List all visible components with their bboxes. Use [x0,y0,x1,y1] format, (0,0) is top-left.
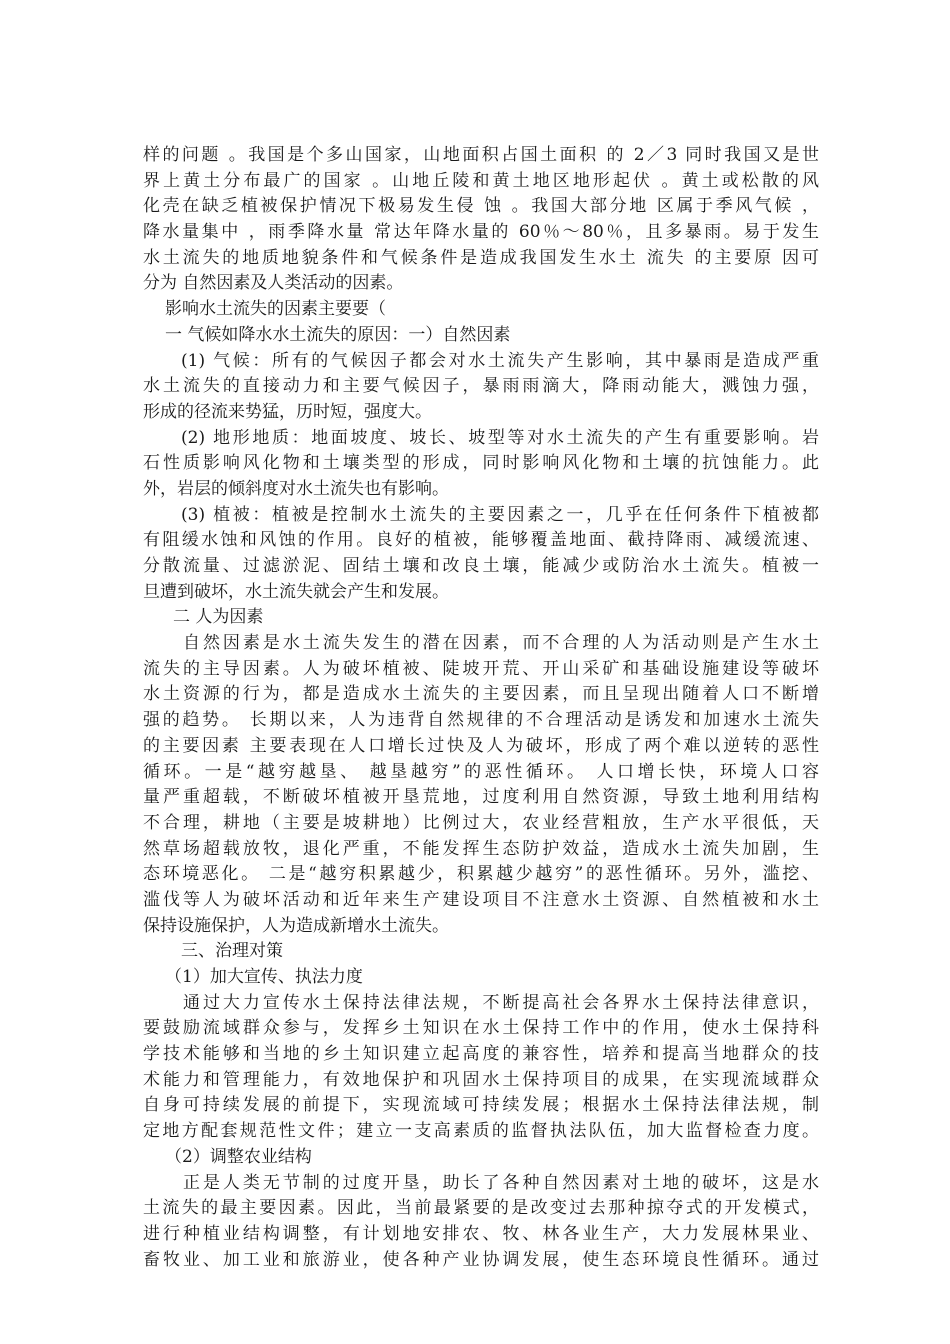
text-line: 水土流失的地质地貌条件和气候条件是造成我国发生水土 流失 的主要原 因可 [143,247,819,268]
text-line: 样的问题 。我国是个多山国家，山地面积占国土面积 的 2／3 同时我国又是世 [143,145,819,165]
text-line: 有阻缓水蚀和风蚀的作用。良好的植被，能够覆盖地面、截持降雨、减缓流速、 [143,530,819,551]
text-line: 进行种植业结构调整，有计划地安排农、牧、林各业生产，大力发展林果业、 [143,1223,819,1244]
text-line: 三、治理对策 [181,941,283,962]
text-line: （1）加大宣传、执法力度 [165,967,363,987]
text-line: 化壳在缺乏植被保护情况下极易发生侵 蚀 。我国大部分地 区属于季风气候 ， [143,196,819,217]
text-line: 二 人为因素 [173,607,264,628]
text-line: 土流失的最主要因素。因此，当前最紧要的是改变过去那种掠夺式的开发模式， [143,1198,819,1219]
text-line: （2）调整农业结构 [165,1146,312,1167]
text-line: (2) 地形地质：地面坡度、坡长、坡型等对水土流失的产生有重要影响。岩 [181,427,819,448]
text-line: 流失的主导因素。人为破坏植被、陡坡开荒、开山采矿和基础设施建设等破坏 [143,658,819,679]
text-line: 分散流量、过滤淤泥、固结土壤和改良土壤，能减少或防治水土流失。植被一 [143,556,819,576]
text-line: 要鼓励流域群众参与，发挥乡土知识在水土保持工作中的作用，使水土保持科 [143,1018,819,1039]
text-line: 分为 自然因素及人类活动的因素。 [143,273,404,294]
text-line: 量严重超载，不断破坏植被开垦荒地，过度利用自然资源，导致土地利用结构 [143,787,819,808]
text-line: 循环。一是“越穷越垦、 越垦越穷”的恶性循环。 人口增长快，环境人口容 [143,761,819,782]
text-line: 保持设施保护，人为造成新增水土流失。 [143,915,449,936]
text-line: 降水量集中 ，雨季降水量 常达年降水量的 60％～80％，且多暴雨。易于发生 [143,222,819,243]
text-line: 石性质影响风化物和土壤类型的形成，同时影响风化物和土壤的抗蚀能力。此 [143,453,819,474]
text-line: 影响水土流失的因素主要要（ [165,299,386,320]
text-line: 水土流失的直接动力和主要气候因子，暴雨雨滴大，降雨动能大，溅蚀力强， [143,376,819,397]
text-line: 外，岩层的倾斜度对水土流失也有影响。 [143,478,449,499]
text-line: 自然因素是水土流失发生的潜在因素，而不合理的人为活动则是产生水土 [183,633,819,654]
text-line: 通过大力宣传水土保持法律法规，不断提高社会各界水土保持法律意识， [183,992,819,1013]
text-line: (1) 气候：所有的气候因子都会对水土流失产生影响，其中暴雨是造成严重 [181,350,819,371]
text-line: 水土资源的行为，都是造成水土流失的主要因素，而且呈现出随着人口不断增 [143,684,819,705]
text-line: 畜牧业、加工业和旅游业，使各种产业协调发展，使生态环境良性循环。通过 [143,1249,819,1270]
text-line: 形成的径流来势猛，历时短，强度大。 [143,401,432,422]
document-page [143,143,819,1273]
text-line: 然草场超载放牧，退化严重，不能发挥生态防护效益，造成水土流失加剧，生 [143,838,819,859]
text-line: 一 气候如降水水土流失的原因：一）自然因素 [165,324,511,345]
text-line: 正是人类无节制的过度开垦，助长了各种自然因素对土地的破坏，这是水 [183,1172,819,1193]
text-line: (3) 植被：植被是控制水土流失的主要因素之一，几乎在任何条件下植被都 [181,504,819,525]
text-line: 滥伐等人为破坏活动和近年来生产建设项目不注意水土资源、自然植被和水土 [143,889,819,910]
text-line: 术能力和管理能力，有效地保护和巩固水土保持项目的成果，在实现流域群众 [143,1069,819,1090]
text-line: 强的趋势。 长期以来，人为违背自然规律的不合理活动是诱发和加速水土流失 [143,710,819,731]
text-line: 学技术能够和当地的乡土知识建立起高度的兼容性，培养和提高当地群众的技 [143,1044,819,1065]
text-line: 自身可持续发展的前提下，实现流域可持续发展；根据水土保持法律法规，制 [143,1095,819,1116]
text-line: 不合理，耕地（主要是坡耕地）比例过大，农业经营粗放，生产水平很低，天 [143,812,819,833]
text-line: 的主要因素 主要表现在人口增长过快及人为破坏，形成了两个难以逆转的恶性 [143,735,819,756]
text-line: 旦遭到破坏，水土流失就会产生和发展。 [143,581,449,602]
text-line: 定地方配套规范性文件；建立一支高素质的监督执法队伍，加大监督检查力度。 [143,1121,819,1142]
text-line: 界上黄土分布最广的国家 。山地丘陵和黄土地区地形起伏 。黄土或松散的风 [143,170,819,191]
document-body [143,143,819,1273]
text-line: 态环境恶化。 二是“越穷积累越少，积累越少越穷”的恶性循环。另外，滥挖、 [143,864,819,885]
